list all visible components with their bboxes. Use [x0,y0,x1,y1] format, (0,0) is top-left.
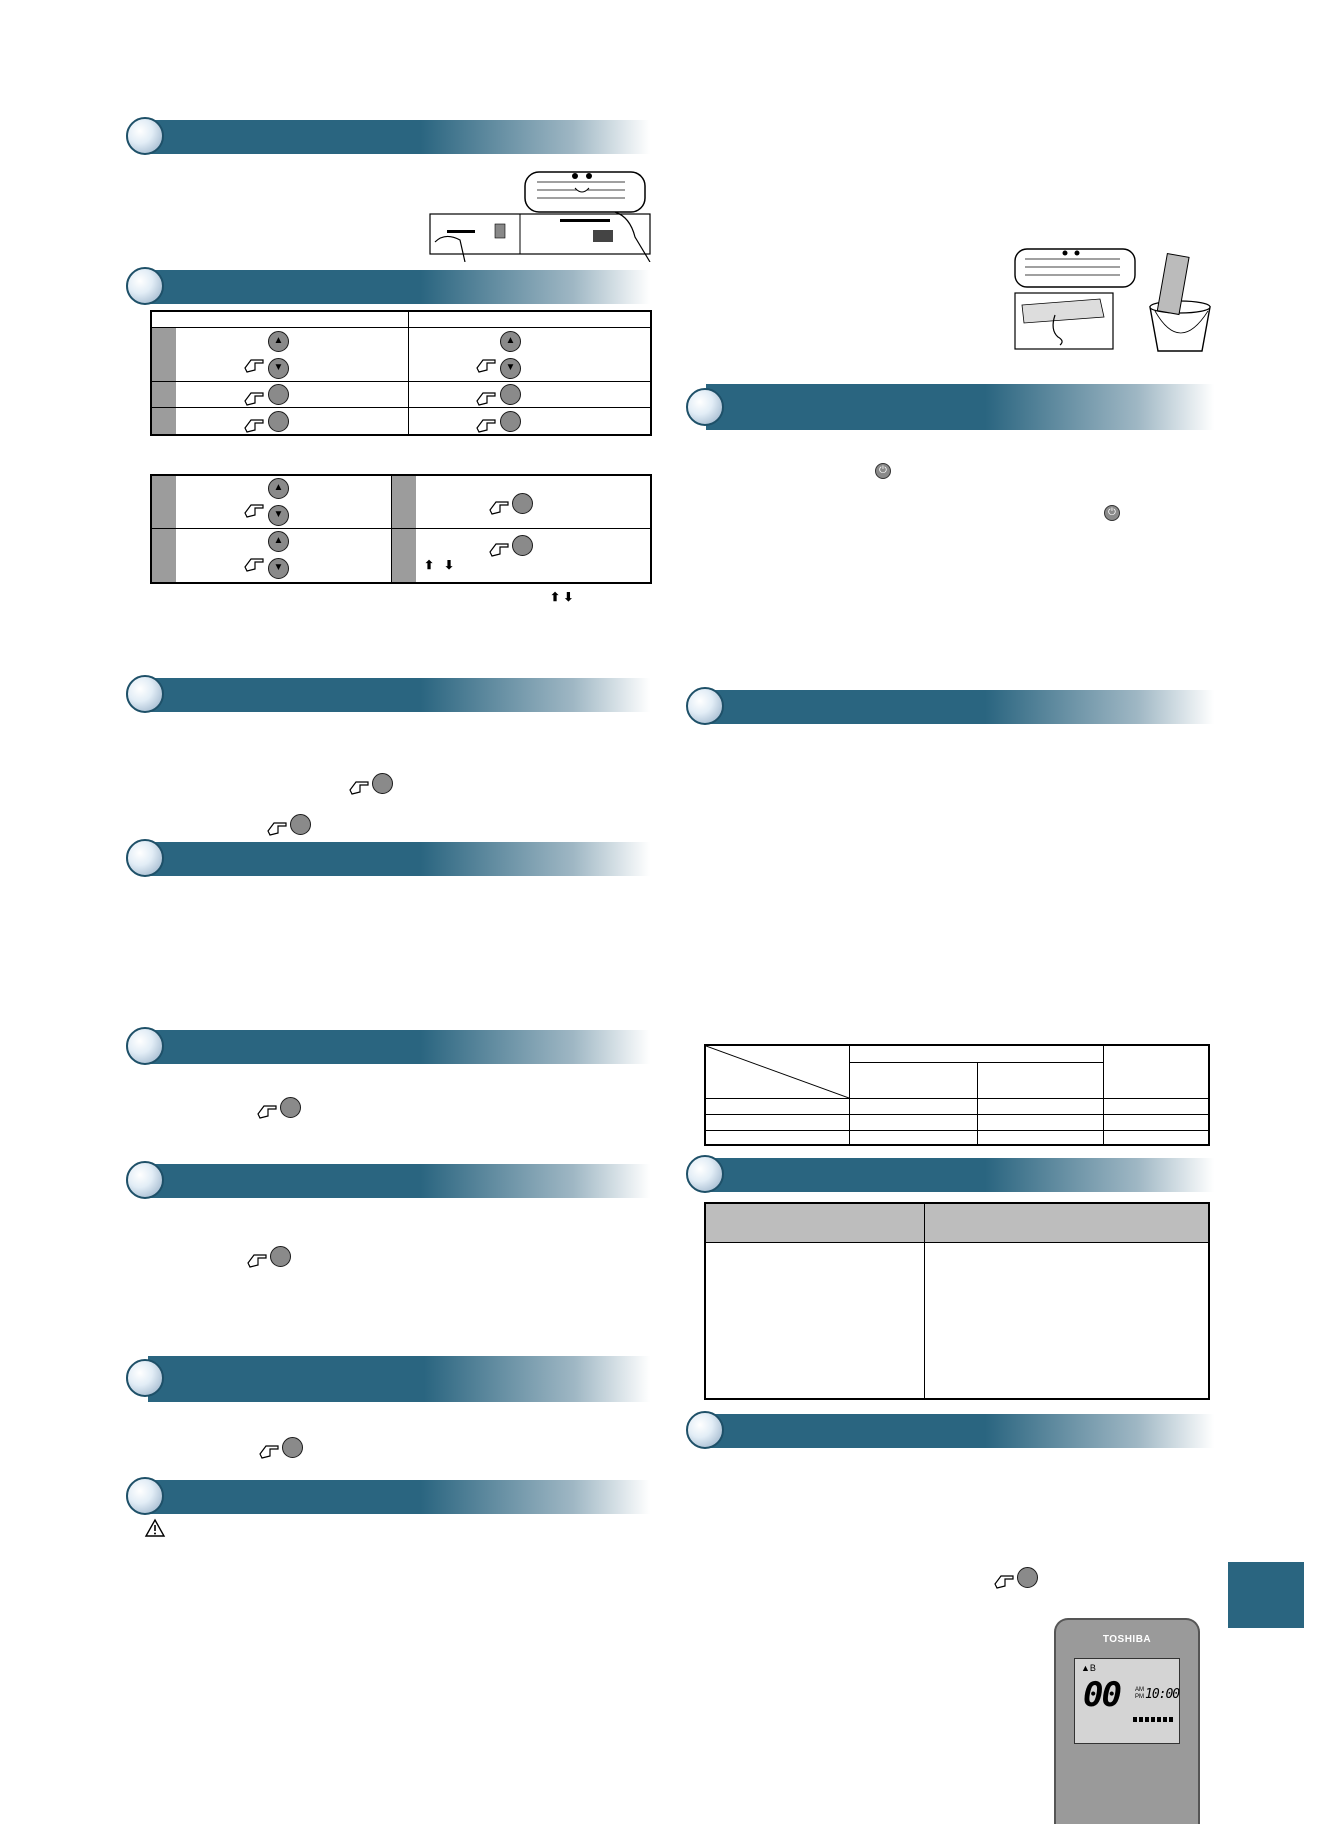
bubble-icon [686,388,724,426]
bubble-icon [686,687,724,725]
bubble-icon [126,839,164,877]
round-button-icon [500,384,521,405]
section-header-5 [140,1030,650,1064]
hand-pointer-icon [243,387,269,407]
round-button-icon [372,773,393,794]
round-button-icon [268,384,289,405]
hand-pointer-icon [258,1440,284,1460]
section-header-2 [140,270,650,304]
hand-pointer-icon [488,538,514,558]
hand-pointer-icon [246,1249,272,1269]
bubble-icon [126,267,164,305]
bubble-icon [686,1155,724,1193]
hand-pointer-icon [243,354,269,374]
section-header-7 [148,1356,650,1402]
section-header-3 [140,678,650,712]
round-button-icon [1017,1567,1038,1588]
round-button-icon [268,411,289,432]
round-button-icon [512,535,533,556]
chapter-tab [1228,1562,1304,1628]
up-arrow-button-icon: ▲ [268,331,289,352]
round-button-icon [290,814,311,835]
round-button-icon [500,411,521,432]
lcd-indicator: ▲B [1081,1663,1096,1673]
up-down-arrow-icon: ⬆ ⬇ [424,558,455,572]
hand-pointer-icon [475,354,501,374]
row-marker [392,476,416,528]
section-header-8 [140,1480,650,1514]
lcd-small-digits: 10:00 [1145,1687,1180,1702]
row-marker [152,408,176,434]
section-header-4 [140,842,650,876]
down-arrow-button-icon: ▼ [500,358,521,379]
up-down-arrow-icon: ⬆ ⬇ [550,590,574,604]
remote-brand: TOSHIBA [1102,1634,1152,1645]
bubble-icon [126,1477,164,1515]
section-header-r2 [706,690,1214,724]
bubble-icon [126,117,164,155]
section-header-r1 [706,384,1214,430]
row-marker [152,382,176,407]
remote-control [1054,1618,1200,1824]
hand-pointer-icon [243,414,269,434]
row-marker [392,529,416,582]
down-arrow-button-icon: ▼ [268,558,289,579]
lcd-level-bar [1133,1717,1173,1722]
bubble-icon [686,1411,724,1449]
lcd-main-digits: 00 [1083,1675,1120,1715]
power-icon: ⏻ [875,463,891,479]
bubble-icon [126,1027,164,1065]
row-marker [152,529,176,582]
up-arrow-button-icon: ▲ [500,331,521,352]
warning-triangle-icon [144,1518,166,1538]
down-arrow-button-icon: ▼ [268,358,289,379]
row-marker [152,328,176,381]
up-arrow-button-icon: ▲ [268,478,289,499]
section-header-r4 [706,1414,1214,1448]
table-diagonal [706,1046,849,1098]
hand-pointer-icon [256,1100,282,1120]
round-button-icon [512,493,533,514]
up-arrow-button-icon: ▲ [268,531,289,552]
section-header-6 [140,1164,650,1198]
hand-pointer-icon [475,414,501,434]
hand-pointer-icon [243,553,269,573]
lcd-ampm: AM PM [1135,1687,1144,1700]
power-icon: ⏻ [1104,505,1120,521]
bubble-icon [126,1359,164,1397]
bubble-icon [126,675,164,713]
round-button-icon [280,1097,301,1118]
hand-pointer-icon [243,499,269,519]
hand-pointer-icon [348,776,374,796]
round-button-icon [270,1246,291,1267]
round-button-icon [282,1437,303,1458]
ac-unit-filter-illustration [425,162,655,262]
table-header-shade [706,1204,1208,1242]
hand-pointer-icon [475,387,501,407]
section-header-1 [140,120,650,154]
down-arrow-button-icon: ▼ [268,505,289,526]
hand-pointer-icon [266,817,292,837]
hand-pointer-icon [488,496,514,516]
remote-lcd [1074,1658,1180,1744]
section-header-r3 [706,1158,1214,1192]
hand-pointer-icon [993,1570,1019,1590]
setting-table-a [150,310,652,436]
ac-unit-bucket-illustration [1010,245,1215,355]
row-marker [152,476,176,528]
bubble-icon [126,1161,164,1199]
